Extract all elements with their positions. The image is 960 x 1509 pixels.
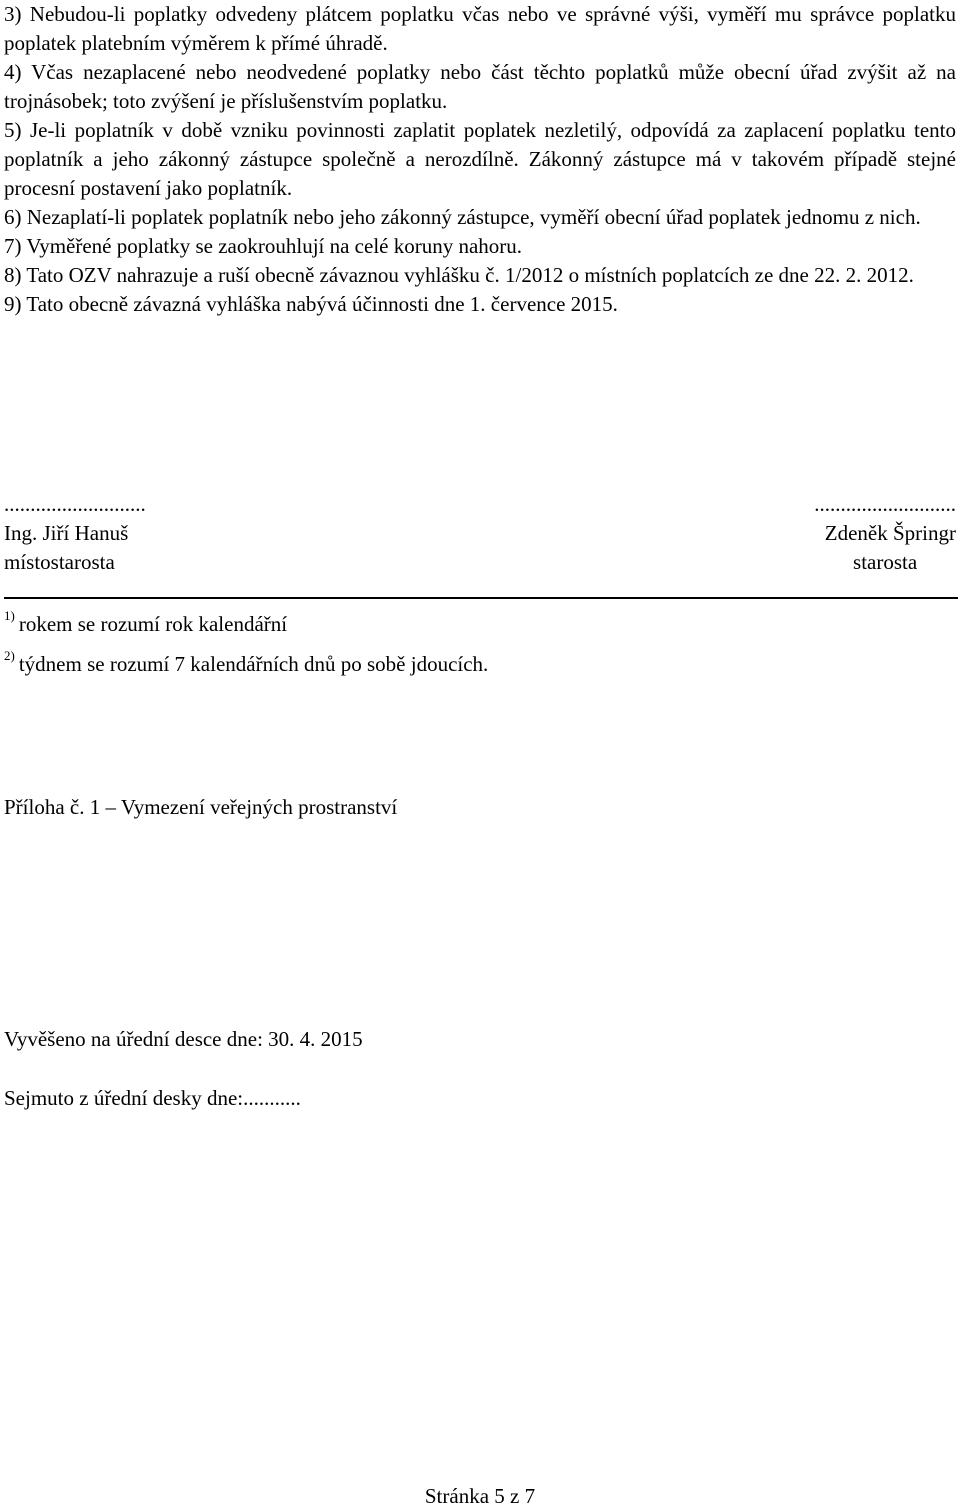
signature-left bbox=[4, 490, 146, 577]
footnote-1 bbox=[4, 600, 488, 640]
footnote-divider bbox=[4, 597, 958, 599]
paragraph-6: 6) Nezaplatí-li poplatek poplatník nebo jeho zákonný zástupce, vyměří obecní úřad poplatek jednomu z nich. bbox=[4, 205, 921, 229]
signature-right bbox=[814, 490, 956, 577]
footnote-text-2: týdnem se rozumí 7 kalendářních dnů po sobě jdoucích. bbox=[18, 652, 489, 676]
page-number: Stránka 5 z 7 bbox=[424, 1484, 536, 1508]
signature-dots-left: ........................... bbox=[4, 492, 146, 516]
paragraph-4: 4) Včas nezaplacené nebo neodvedené poplatky nebo část těchto poplatků může obecní úřad zvýšit až na trojnásobek; toto zvýšení je příslušenstvím poplatku. bbox=[4, 60, 956, 113]
signature-name-right: Zdeněk Špringr bbox=[824, 521, 956, 545]
document-body bbox=[4, 0, 956, 319]
signature-role-left: místostarosta bbox=[4, 550, 115, 574]
attachment-line: Příloha č. 1 – Vymezení veřejných prostranství bbox=[4, 795, 398, 819]
footnote-mark-1: 1) bbox=[4, 608, 15, 623]
posted-line: Vyvěšeno na úřední desce dne: 30. 4. 2015 bbox=[4, 1027, 363, 1051]
paragraph-9: 9) Tato obecně závazná vyhláška nabývá účinnosti dne 1. července 2015. bbox=[4, 292, 618, 316]
paragraph-7: 7) Vyměřené poplatky se zaokrouhlují na celé koruny nahoru. bbox=[4, 234, 523, 258]
paragraph-5: 5) Je-li poplatník v době vzniku povinnosti zaplatit poplatek nezletilý, odpovídá za zaplacení poplatku tento poplatník a jeho zákonný zástupce společně a nerozdílně. Zákonný zástupce má v takovém případě stejné procesní postavení jako poplatník. bbox=[4, 118, 956, 200]
paragraph-3: 3) Nebudou-li poplatky odvedeny plátcem poplatku včas nebo ve správné výši, vyměří mu správce poplatku poplatek platebním výměrem k přímé úhradě. bbox=[4, 2, 956, 55]
footnote-2 bbox=[4, 640, 488, 680]
signature-name-left: Ing. Jiří Hanuš bbox=[4, 521, 129, 545]
footnote-text-1: rokem se rozumí rok kalendářní bbox=[18, 612, 288, 636]
footnotes bbox=[4, 600, 488, 680]
paragraph-8: 8) Tato OZV nahrazuje a ruší obecně závaznou vyhlášku č. 1/2012 o místních poplatcích ze dne 22. 2. 2012. bbox=[4, 263, 914, 287]
signature-role-right: starosta bbox=[853, 550, 918, 574]
footnote-mark-2: 2) bbox=[4, 648, 15, 663]
signature-dots-right: ........................... bbox=[814, 492, 956, 516]
removed-line: Sejmuto z úřední desky dne:........... bbox=[4, 1086, 301, 1110]
